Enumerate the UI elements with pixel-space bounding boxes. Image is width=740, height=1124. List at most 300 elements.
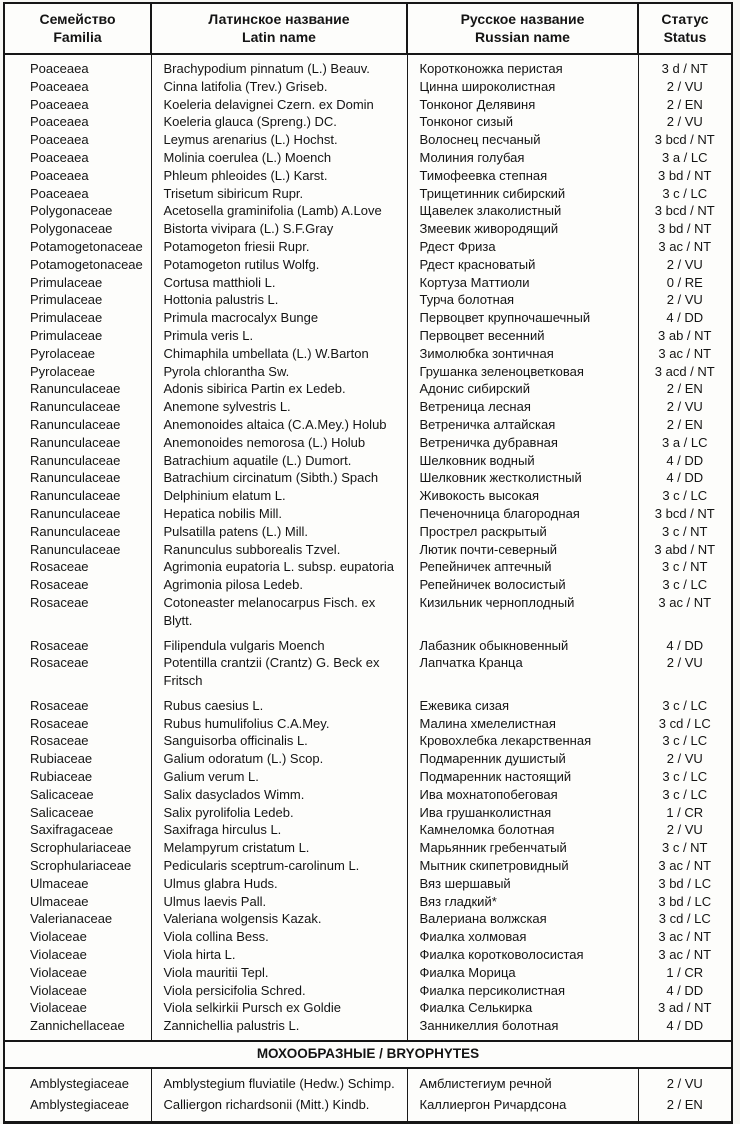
status-cell: 3 bd / LC (658, 875, 712, 891)
table-row (5, 910, 731, 928)
latin-name-line: Cotoneaster melanocarpus Fisch. ex (163, 594, 376, 610)
russian-name-cell: Фиалка Морица (407, 964, 638, 982)
latin-name-line: Valeriana wolgensis Kazak. (163, 911, 322, 927)
latin-name-cell (151, 637, 407, 655)
family-cell: Salicaceae (5, 786, 151, 804)
family-cell: Ulmaceae (5, 875, 151, 893)
status-cell: 3 ab / NT (658, 327, 712, 343)
russian-name-cell: Подмаренник душистый (407, 750, 638, 768)
latin-name-line: Anemone sylvestris L. (163, 399, 291, 415)
status-cell: 3 bcd / NT (654, 203, 715, 219)
family-cell: Rosaceae (5, 594, 151, 637)
latin-name-line: Cinna latifolia (Trev.) Griseb. (163, 78, 328, 94)
family-cell: Valerianaceae (5, 910, 151, 928)
family-cell: Poaceaea (5, 131, 151, 149)
latin-name-line: Potamogeton friesii Rupr. (163, 238, 310, 254)
russian-name-cell: Подмаренник настоящий (407, 768, 638, 786)
latin-name-cell (151, 256, 407, 274)
family-cell: Ranunculaceae (5, 523, 151, 541)
russian-name-cell: Кровохлебка лекарственная (407, 732, 638, 750)
table-row (5, 654, 731, 697)
russian-name-cell: Мытник скипетровидный (407, 857, 638, 875)
latin-name-line: Viola mauritii Tepl. (163, 964, 269, 980)
latin-name-line: Viola collina Bess. (163, 929, 269, 945)
vascular-plants-rows (5, 54, 731, 1041)
russian-name-cell: Турча болотная (407, 291, 638, 309)
table-row (5, 558, 731, 576)
russian-name-cell: Марьянник гребенчатый (407, 839, 638, 857)
family-cell: Primulaceae (5, 309, 151, 327)
table-header (5, 4, 731, 54)
latin-name-line: Chimaphila umbellata (L.) W.Barton (163, 345, 369, 361)
table-row (5, 715, 731, 733)
family-cell: Primulaceae (5, 327, 151, 345)
russian-name-cell: Фиалка персиколистная (407, 982, 638, 1000)
latin-name-cell (151, 238, 407, 256)
russian-name-cell: Зимолюбка зонтичная (407, 345, 638, 363)
family-cell: Scrophulariaceae (5, 839, 151, 857)
family-cell: Rosaceae (5, 697, 151, 715)
status-cell: 3 bd / NT (658, 167, 712, 183)
latin-name-line: Bistorta vivipara (L.) S.F.Gray (163, 221, 334, 237)
russian-name-cell: Тонконог Делявиня (407, 96, 638, 114)
table-row (5, 523, 731, 541)
status-cell: 2 / VU (666, 1076, 703, 1092)
latin-name-line: Salix pyrolifolia Ledeb. (163, 804, 294, 820)
russian-name-cell: Волоснец песчаный (407, 131, 638, 149)
col-header-status-ru: Статус (661, 11, 709, 27)
table-row (5, 469, 731, 487)
latin-name-line: Viola persicifolia Schred. (163, 982, 306, 998)
family-cell: Rosaceae (5, 576, 151, 594)
latin-name-cell (151, 804, 407, 822)
status-cell: 0 / RE (666, 274, 703, 290)
family-cell: Poaceaea (5, 185, 151, 203)
latin-name-cell (151, 875, 407, 893)
latin-name-line: Adonis sibirica Partin ex Ledeb. (163, 381, 346, 397)
latin-name-line: Anemonoides nemorosa (L.) Holub (163, 434, 366, 450)
russian-name-cell: Молиния голубая (407, 149, 638, 167)
table-row (5, 238, 731, 256)
col-header-status-en: Status (663, 29, 707, 45)
latin-name-cell (151, 78, 407, 96)
col-header-family (5, 4, 151, 54)
family-cell: Poaceaea (5, 113, 151, 131)
latin-name-line: Ranunculus subborealis Tzvel. (163, 541, 341, 557)
status-cell: 2 / VU (666, 751, 703, 767)
latin-name-cell (151, 54, 407, 78)
table-row (5, 309, 731, 327)
table-row (5, 964, 731, 982)
section-header-label: МОХООБРАЗНЫЕ / BRYOPHYTES (5, 1041, 731, 1068)
russian-name-cell: Лапчатка Кранца (407, 654, 638, 697)
latin-name-cell (151, 149, 407, 167)
table-row (5, 750, 731, 768)
russian-name-cell: Грушанка зеленоцветковая (407, 363, 638, 381)
status-cell: 3 ad / NT (658, 1000, 712, 1016)
table-row (5, 768, 731, 786)
latin-name-cell (151, 821, 407, 839)
family-cell: Pyrolaceae (5, 363, 151, 381)
family-cell: Rosaceae (5, 637, 151, 655)
col-header-latin (151, 4, 407, 54)
latin-name-cell (151, 452, 407, 470)
russian-name-cell: Каллиергон Ричардсона (407, 1095, 638, 1122)
russian-name-cell: Репейничек волосистый (407, 576, 638, 594)
status-cell: 3 ac / NT (658, 345, 712, 361)
latin-name-cell (151, 291, 407, 309)
family-cell: Rubiaceae (5, 750, 151, 768)
table-row (5, 839, 731, 857)
russian-name-cell: Кортуза Маттиоли (407, 274, 638, 292)
latin-name-cell (151, 185, 407, 203)
family-cell: Poaceaea (5, 54, 151, 78)
latin-name-cell (151, 131, 407, 149)
col-header-latin-ru: Латинское название (208, 11, 350, 27)
latin-name-line: Delphinium elatum L. (163, 488, 286, 504)
russian-name-cell: Прострел раскрытый (407, 523, 638, 541)
status-cell: 3 ac / NT (658, 594, 712, 610)
latin-name-cell (151, 274, 407, 292)
russian-name-cell: Коротконожка перистая (407, 54, 638, 78)
latin-name-cell (151, 345, 407, 363)
latin-name-cell (151, 505, 407, 523)
latin-name-line: Galium odoratum (L.) Scop. (163, 751, 324, 767)
latin-name-line: Pulsatilla patens (L.) Mill. (163, 523, 308, 539)
latin-name-line: Leymus arenarius (L.) Hochst. (163, 132, 338, 148)
table-row (5, 452, 731, 470)
russian-name-cell: Ветреничка дубравная (407, 434, 638, 452)
latin-name-line: Rubus humulifolius C.A.Mey. (163, 715, 330, 731)
table-row (5, 149, 731, 167)
table-row (5, 1095, 731, 1122)
status-cell: 4 / DD (666, 310, 704, 326)
latin-name-cell (151, 469, 407, 487)
status-cell: 2 / VU (666, 114, 703, 130)
latin-name-cell (151, 594, 407, 637)
table-row (5, 131, 731, 149)
latin-name-cell (151, 220, 407, 238)
table-row (5, 380, 731, 398)
russian-name-cell: Печеночница благородная (407, 505, 638, 523)
latin-name-cell (151, 654, 407, 697)
latin-name-cell (151, 327, 407, 345)
status-cell: 3 ac / NT (658, 947, 712, 963)
family-cell: Ranunculaceae (5, 505, 151, 523)
table-row (5, 113, 731, 131)
status-cell: 2 / VU (666, 399, 703, 415)
latin-name-cell (151, 964, 407, 982)
status-cell: 3 c / NT (661, 523, 708, 539)
russian-name-cell: Шелковник жестколистный (407, 469, 638, 487)
status-cell: 2 / VU (666, 78, 703, 94)
table-row (5, 256, 731, 274)
status-cell: 3 bd / LC (658, 893, 712, 909)
status-cell: 3 acd / NT (654, 363, 715, 379)
latin-name-cell (151, 982, 407, 1000)
latin-name-line: Sanguisorba officinalis L. (163, 733, 308, 749)
status-cell: 3 bd / NT (658, 221, 712, 237)
family-cell: Violaceae (5, 928, 151, 946)
latin-name-cell (151, 946, 407, 964)
latin-name-cell (151, 202, 407, 220)
latin-name-cell (151, 113, 407, 131)
status-cell: 3 c / LC (662, 185, 708, 201)
latin-name-cell (151, 167, 407, 185)
latin-name-cell (151, 857, 407, 875)
russian-name-cell: Репейничек аптечный (407, 558, 638, 576)
latin-name-cell (151, 380, 407, 398)
russian-name-cell: Тонконог сизый (407, 113, 638, 131)
status-cell: 3 c / LC (662, 697, 708, 713)
russian-name-cell: Камнеломка болотная (407, 821, 638, 839)
latin-name-line: Molinia coerulea (L.) Moench (163, 149, 332, 165)
family-cell: Violaceae (5, 946, 151, 964)
status-cell: 3 cd / LC (658, 715, 711, 731)
table-row (5, 398, 731, 416)
russian-name-cell: Валериана волжская (407, 910, 638, 928)
table-row (5, 928, 731, 946)
col-header-russian-ru: Русское название (460, 11, 585, 27)
latin-name-line: Batrachium aquatile (L.) Dumort. (163, 452, 352, 468)
latin-name-line: Brachypodium pinnatum (L.) Beauv. (163, 61, 370, 76)
latin-name-line: Trisetum sibiricum Rupr. (163, 185, 304, 201)
family-cell: Poaceaea (5, 78, 151, 96)
table-row (5, 220, 731, 238)
status-cell: 3 bcd / NT (654, 132, 715, 148)
latin-name-cell (151, 1095, 407, 1122)
table-row (5, 576, 731, 594)
russian-name-cell: Ива грушанколистная (407, 804, 638, 822)
status-cell: 3 ac / NT (658, 238, 712, 254)
latin-name-cell (151, 910, 407, 928)
latin-name-cell (151, 576, 407, 594)
latin-name-cell (151, 750, 407, 768)
species-table (5, 4, 731, 1121)
status-cell: 4 / DD (666, 452, 704, 468)
latin-name-line: Agrimonia pilosa Ledeb. (163, 577, 303, 593)
family-cell: Rosaceae (5, 715, 151, 733)
family-cell: Amblystegiaceae (5, 1095, 151, 1122)
latin-name-cell (151, 1068, 407, 1095)
table-row (5, 893, 731, 911)
latin-name-line: Potentilla crantzii (Crantz) G. Beck ex (163, 655, 380, 671)
russian-name-cell: Рдест Фриза (407, 238, 638, 256)
col-header-family-en: Familia (53, 29, 102, 45)
latin-name-line: Agrimonia eupatoria L. subsp. eupatoria (163, 559, 395, 575)
status-cell: 3 c / LC (662, 733, 708, 749)
latin-name-cell (151, 928, 407, 946)
russian-name-cell: Занникеллия болотная (407, 1017, 638, 1041)
family-cell: Ranunculaceae (5, 434, 151, 452)
latin-name-line: Primula veris L. (163, 327, 254, 343)
family-cell: Scrophulariaceae (5, 857, 151, 875)
status-cell: 1 / CR (666, 804, 704, 820)
latin-name-line: Saxifraga hirculus L. (163, 822, 282, 838)
table-row (5, 875, 731, 893)
table-row (5, 345, 731, 363)
status-cell: 2 / EN (666, 416, 703, 432)
table-row (5, 434, 731, 452)
latin-name-cell (151, 309, 407, 327)
table-row (5, 363, 731, 381)
latin-name-line: Rubus caesius L. (163, 697, 264, 713)
section-header-row (5, 1041, 731, 1068)
status-cell: 3 ac / NT (658, 929, 712, 945)
latin-name-line: Galium verum L. (163, 769, 259, 785)
russian-name-cell: Ежевика сизая (407, 697, 638, 715)
latin-name-line: Viola hirta L. (163, 947, 236, 963)
russian-name-cell: Вяз шершавый (407, 875, 638, 893)
family-cell: Rosaceae (5, 732, 151, 750)
table-row (5, 416, 731, 434)
russian-name-cell: Малина хмелелистная (407, 715, 638, 733)
russian-name-cell: Ветреничка алтайская (407, 416, 638, 434)
latin-name-cell (151, 416, 407, 434)
table-row (5, 505, 731, 523)
table-row (5, 291, 731, 309)
family-cell: Rubiaceae (5, 768, 151, 786)
latin-name-line: Hepatica nobilis Mill. (163, 505, 282, 521)
table-row (5, 594, 731, 637)
table-row (5, 487, 731, 505)
table-row (5, 857, 731, 875)
table-row (5, 804, 731, 822)
latin-name-line: Blytt. (163, 612, 193, 628)
family-cell: Poaceaea (5, 149, 151, 167)
latin-name-line: Koeleria glauca (Spreng.) DC. (163, 114, 337, 130)
latin-name-cell (151, 541, 407, 559)
table-row (5, 78, 731, 96)
table-row (5, 327, 731, 345)
family-cell: Rosaceae (5, 654, 151, 697)
latin-name-line: Koeleria delavignei Czern. ex Domin (163, 96, 374, 112)
latin-name-cell (151, 558, 407, 576)
status-cell: 2 / EN (666, 1096, 703, 1112)
status-cell: 1 / CR (666, 964, 704, 980)
table-row (5, 185, 731, 203)
family-cell: Violaceae (5, 999, 151, 1017)
family-cell: Poaceaea (5, 96, 151, 114)
russian-name-cell: Змеевик живородящий (407, 220, 638, 238)
status-cell: 3 c / LC (662, 769, 708, 785)
family-cell: Poaceaea (5, 167, 151, 185)
status-cell: 2 / VU (666, 655, 703, 671)
russian-name-cell: Фиалка коротковолосистая (407, 946, 638, 964)
status-cell: 3 ac / NT (658, 858, 712, 874)
latin-name-line: Acetosella graminifolia (Lamb) A.Love (163, 203, 382, 219)
col-header-russian-en: Russian name (475, 29, 570, 45)
table-row (5, 821, 731, 839)
latin-name-line: Amblystegium fluviatile (Hedw.) Schimp. (163, 1076, 395, 1092)
russian-name-cell: Первоцвет весенний (407, 327, 638, 345)
latin-name-line: Viola selkirkii Pursch ex Goldie (163, 1000, 341, 1016)
status-cell: 2 / VU (666, 822, 703, 838)
family-cell: Ranunculaceae (5, 541, 151, 559)
status-cell: 3 c / LC (662, 488, 708, 504)
family-cell: Ranunculaceae (5, 469, 151, 487)
russian-name-cell: Фиалка холмовая (407, 928, 638, 946)
latin-name-line: Calliergon richardsonii (Mitt.) Kindb. (163, 1096, 370, 1112)
latin-name-line: Phleum phleoides (L.) Karst. (163, 167, 328, 183)
latin-name-line: Hottonia palustris L. (163, 292, 279, 308)
latin-name-cell (151, 732, 407, 750)
latin-name-cell (151, 434, 407, 452)
latin-name-line: Anemonoides altaica (C.A.Mey.) Holub (163, 416, 387, 432)
table-row (5, 54, 731, 78)
family-cell: Rosaceae (5, 558, 151, 576)
family-cell: Polygonaceae (5, 202, 151, 220)
russian-name-cell: Цинна широколистная (407, 78, 638, 96)
latin-name-cell (151, 697, 407, 715)
family-cell: Saxifragaceae (5, 821, 151, 839)
russian-name-cell: Щавелек злаколистный (407, 202, 638, 220)
table-row (5, 946, 731, 964)
table-row (5, 1068, 731, 1095)
latin-name-cell (151, 715, 407, 733)
russian-name-cell: Первоцвет крупночашечный (407, 309, 638, 327)
latin-name-line: Fritsch (163, 673, 203, 689)
latin-name-cell (151, 893, 407, 911)
latin-name-cell (151, 768, 407, 786)
family-cell: Primulaceae (5, 291, 151, 309)
russian-name-cell: Адонис сибирский (407, 380, 638, 398)
status-cell: 4 / DD (666, 1018, 704, 1034)
russian-name-cell: Шелковник водный (407, 452, 638, 470)
latin-name-line: Ulmus glabra Huds. (163, 875, 278, 891)
russian-name-cell: Лабазник обыкновенный (407, 637, 638, 655)
family-cell: Ranunculaceae (5, 416, 151, 434)
document-page (3, 2, 733, 1124)
table-row (5, 697, 731, 715)
latin-name-cell (151, 1017, 407, 1041)
table-row (5, 167, 731, 185)
family-cell: Violaceae (5, 982, 151, 1000)
status-cell: 2 / EN (666, 96, 703, 112)
latin-name-line: Cortusa matthioli L. (163, 274, 276, 290)
russian-name-cell: Ветреница лесная (407, 398, 638, 416)
latin-name-line: Salix dasyclados Wimm. (163, 786, 305, 802)
table-row (5, 637, 731, 655)
family-cell: Amblystegiaceae (5, 1068, 151, 1095)
family-cell: Ranunculaceae (5, 487, 151, 505)
status-cell: 3 c / NT (661, 559, 708, 575)
russian-name-cell: Ива мохнатопобеговая (407, 786, 638, 804)
russian-name-cell: Лютик почти-северный (407, 541, 638, 559)
family-cell: Potamogetonaceae (5, 256, 151, 274)
latin-name-line: Potamogeton rutilus Wolfg. (163, 256, 320, 272)
family-cell: Pyrolaceae (5, 345, 151, 363)
status-cell: 3 c / NT (661, 840, 708, 856)
col-header-latin-en: Latin name (242, 29, 316, 45)
family-cell: Ranunculaceae (5, 452, 151, 470)
russian-name-cell: Вяз гладкий* (407, 893, 638, 911)
col-header-status (638, 4, 731, 54)
status-cell: 3 a / LC (661, 149, 708, 165)
russian-name-cell: Живокость высокая (407, 487, 638, 505)
status-cell: 2 / EN (666, 381, 703, 397)
table-row (5, 732, 731, 750)
latin-name-line: Pyrola chlorantha Sw. (163, 363, 290, 379)
status-cell: 3 a / LC (661, 434, 708, 450)
latin-name-line: Filipendula vulgaris Moench (163, 637, 325, 653)
family-cell: Ulmaceae (5, 893, 151, 911)
latin-name-cell (151, 786, 407, 804)
col-header-family-ru: Семейство (39, 11, 116, 27)
russian-name-cell: Кизильник черноплодный (407, 594, 638, 637)
latin-name-cell (151, 839, 407, 857)
family-cell: Polygonaceae (5, 220, 151, 238)
